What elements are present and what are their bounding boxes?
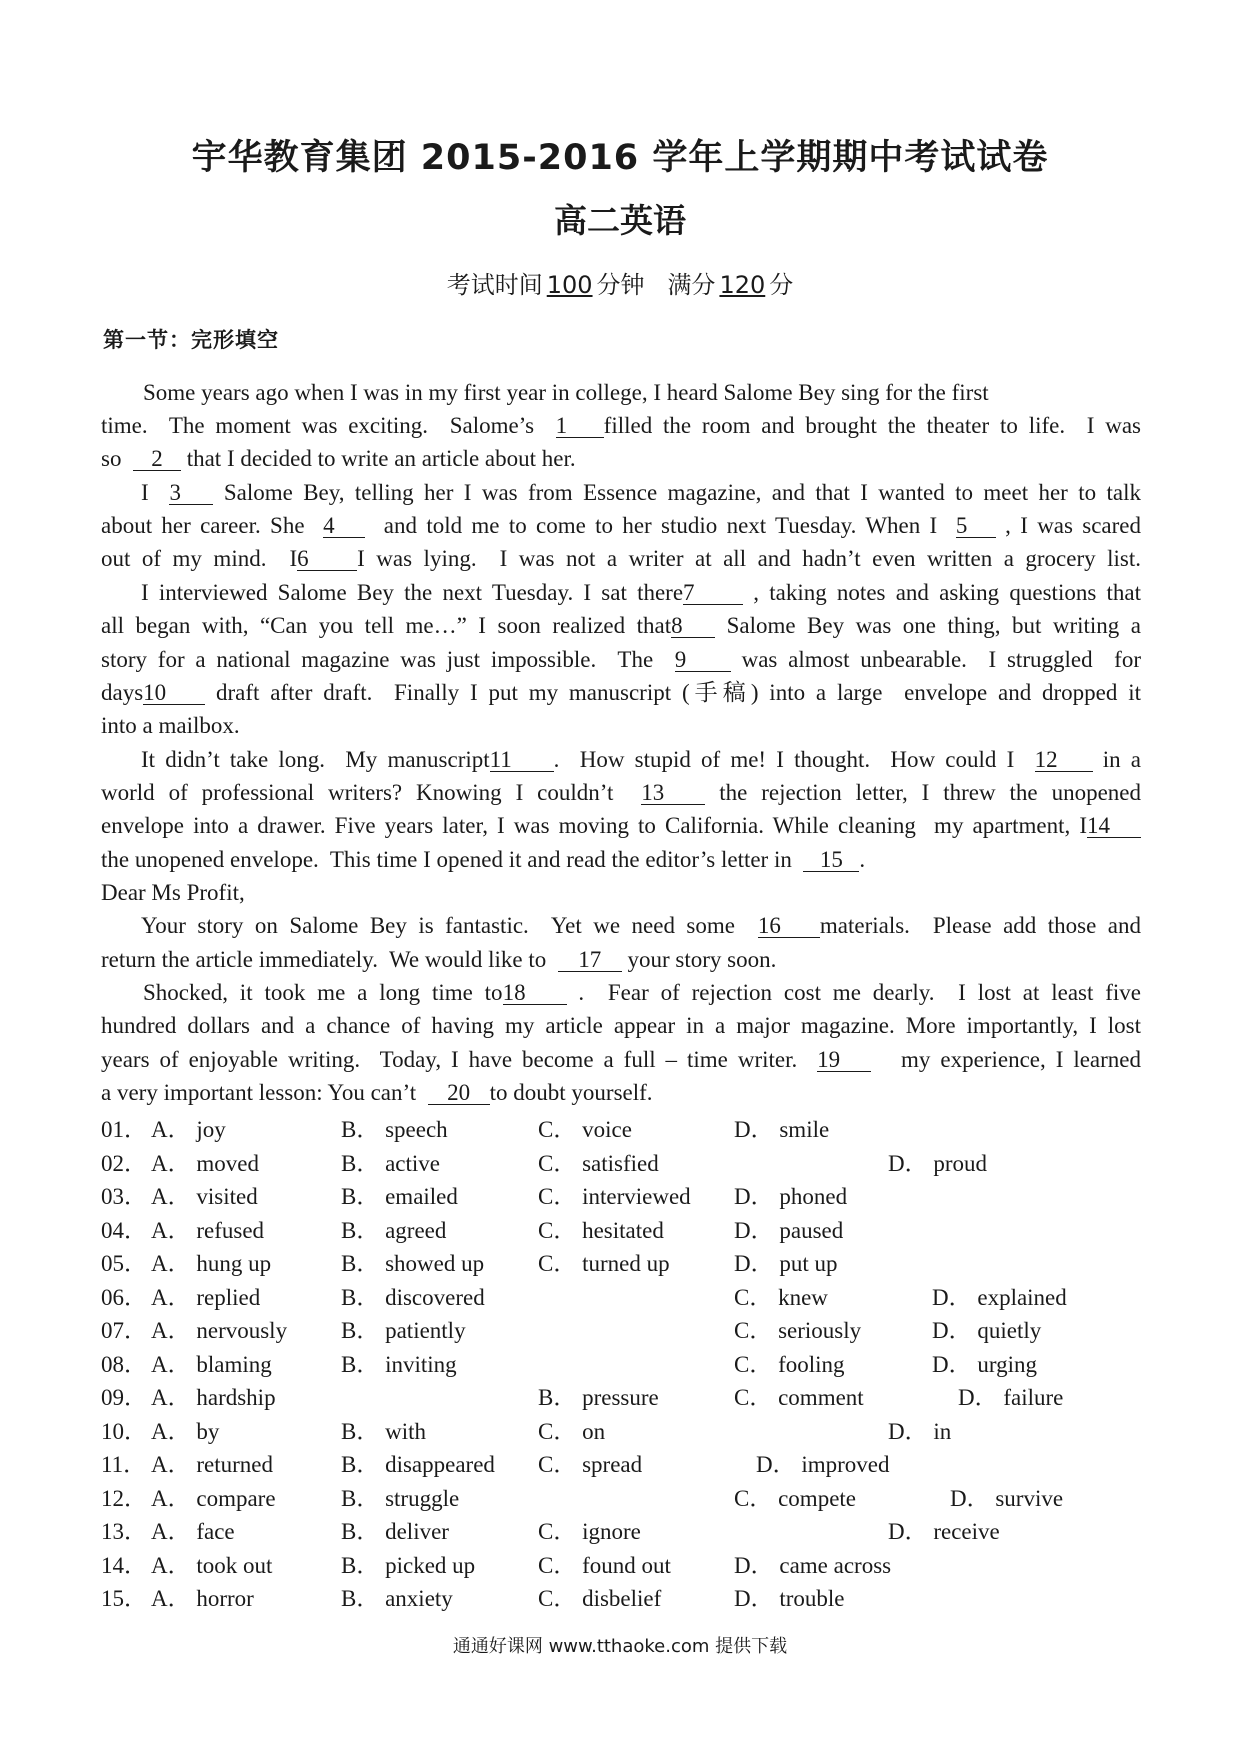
cloze-blank: 12	[1035, 748, 1093, 772]
exam-subject: 高二英语	[554, 201, 686, 240]
option-a: A． hardship	[151, 1385, 276, 1410]
option-b: B． inviting	[341, 1351, 457, 1377]
option-b: B． deliver	[341, 1519, 449, 1544]
passage-text: my experience, I learned	[871, 1047, 1141, 1072]
cloze-blank: 17	[558, 948, 622, 972]
option-a: A． by	[151, 1418, 220, 1444]
passage-line	[101, 1048, 1141, 1072]
option-a: A． refused	[151, 1217, 265, 1243]
passage-text: I	[141, 480, 170, 505]
passage-text: envelope into a drawer. Five years later, I was moving to California. While cleaning my apartment, I	[101, 813, 1087, 838]
passage-text: Your story on Salome Bey is fantastic. Yet we need some	[141, 913, 758, 938]
option-d: D． explained	[932, 1284, 1067, 1310]
option-a: A． joy	[151, 1117, 226, 1142]
question-number: 03．	[101, 1184, 147, 1209]
passage-line	[101, 414, 1141, 438]
time-label: 考试时间	[446, 271, 543, 299]
option-b: B． struggle	[341, 1485, 460, 1511]
passage-text: years of enjoyable writing. Today, I have become a full – time writer.	[101, 1047, 818, 1072]
passage-line	[101, 1081, 1141, 1105]
passage-text: Shocked, it took me a long time to	[143, 980, 503, 1005]
option-b: B． discovered	[341, 1284, 485, 1310]
passage-text: Salome Bey, telling her I was from Essence magazine, and that I wanted to meet her to talk	[213, 480, 1141, 505]
score-label: 满分	[667, 271, 716, 299]
passage-text: the unopened envelope. This time I opened it and read the editor’s letter in	[101, 847, 804, 872]
passage-text: return the article immediately. We would like to	[101, 947, 558, 972]
passage-text: about her career. She	[101, 513, 324, 538]
option-b: B． picked up	[341, 1552, 476, 1578]
question-number: 13．	[101, 1519, 147, 1544]
footer-credit: 通通好课网 www.tthaoke.com 提供下载	[452, 1636, 788, 1657]
passage-line	[101, 781, 1141, 805]
option-d: D． paused	[734, 1217, 844, 1243]
option-d: D． urging	[932, 1351, 1037, 1377]
option-d: D． put up	[734, 1251, 838, 1276]
passage-line	[101, 447, 1141, 471]
passage-text: a very important lesson: You can’t	[101, 1080, 428, 1105]
option-d: D． improved	[756, 1452, 890, 1477]
passage-text: . How stupid of me! I thought. How could I	[553, 747, 1035, 772]
passage-line	[101, 614, 1141, 638]
cloze-blank: 7	[683, 581, 743, 605]
option-c: C． hesitated	[538, 1217, 664, 1243]
exam-info	[0, 265, 1240, 300]
passage-text: time. The moment was exciting. Salome’s	[101, 413, 556, 438]
option-c: C． spread	[538, 1452, 643, 1477]
passage-line	[101, 381, 1141, 404]
passage-line	[101, 981, 1141, 1005]
passage-line	[101, 881, 1141, 904]
passage-line	[101, 714, 1141, 737]
passage-line	[101, 547, 1141, 571]
cloze-blank: 18	[503, 981, 567, 1005]
passage-text: into a mailbox.	[101, 713, 240, 738]
cloze-blank: 20	[428, 1081, 490, 1105]
passage-text: materials. Please add those and	[819, 913, 1141, 938]
passage-text: , taking notes and asking questions that	[743, 580, 1141, 605]
cloze-blank: 13	[641, 781, 705, 805]
question-number: 02．	[101, 1150, 147, 1176]
passage-text: to doubt yourself.	[489, 1080, 653, 1105]
passage-line	[101, 648, 1141, 672]
passage-text: hundred dollars and a chance of having my article appear in a major magazine. More importantly, I lost	[101, 1013, 1141, 1038]
option-a: A． blaming	[151, 1351, 272, 1377]
passage-text: story for a national magazine was just impossible. The	[101, 647, 675, 672]
passage-text: I interviewed Salome Bey the next Tuesday. I sat there	[141, 580, 684, 605]
question-number: 01．	[101, 1117, 147, 1142]
passage-text: Salome Bey was one thing, but writing a	[715, 613, 1141, 638]
passage-line	[101, 481, 1141, 505]
option-a: A． visited	[151, 1184, 258, 1209]
option-b: B． emailed	[341, 1184, 458, 1209]
option-d: D． survive	[950, 1485, 1064, 1511]
passage-text: out of my mind. I	[101, 546, 298, 571]
cloze-blank: 5	[956, 514, 996, 538]
option-b: B． patiently	[341, 1318, 466, 1343]
option-b: B． agreed	[341, 1217, 447, 1243]
passage-line	[101, 814, 1141, 838]
option-c: C． comment	[734, 1385, 864, 1410]
option-c: C． found out	[538, 1552, 671, 1578]
option-a: A． replied	[151, 1284, 261, 1310]
option-d: D． receive	[888, 1519, 1000, 1544]
question-number: 11．	[101, 1452, 147, 1477]
passage-text: was almost unbearable. I struggled for	[730, 647, 1141, 672]
option-a: A． nervously	[151, 1318, 288, 1343]
time-value: 100	[546, 271, 593, 299]
question-number: 14．	[101, 1552, 147, 1578]
option-d: D． came across	[734, 1552, 892, 1578]
passage-text: and told me to come to her studio next Tuesday. When I	[365, 513, 956, 538]
passage-text: in a	[1092, 747, 1141, 772]
option-a: A． face	[151, 1519, 235, 1544]
passage-line	[101, 581, 1141, 605]
cloze-blank: 16	[758, 914, 820, 938]
option-b: B． showed up	[341, 1251, 485, 1276]
question-number: 08．	[101, 1351, 147, 1377]
option-a: A． compare	[151, 1485, 276, 1511]
option-c: C． turned up	[538, 1251, 670, 1276]
option-a: A． took out	[151, 1552, 273, 1578]
cloze-blank: 9	[675, 648, 731, 672]
option-d: D． phoned	[734, 1184, 848, 1209]
passage-line	[101, 914, 1141, 938]
passage-text: It didn’t take long. My manuscript	[141, 747, 490, 772]
score-unit: 分	[769, 271, 794, 299]
question-number: 04．	[101, 1217, 147, 1243]
question-number: 06．	[101, 1284, 147, 1310]
passage-text: world of professional writers? Knowing I couldn’t	[101, 780, 642, 805]
question-number: 05．	[101, 1251, 147, 1276]
passage-line	[101, 681, 1141, 705]
passage-text: draft after draft. Finally I put my manuscript (手稿) into a large envelope and dropped it	[205, 680, 1141, 705]
option-c: C． seriously	[734, 1318, 862, 1343]
passage-text: Dear Ms Profit,	[101, 880, 245, 905]
option-a: A． hung up	[151, 1251, 272, 1276]
option-d: D． quietly	[932, 1318, 1042, 1343]
question-number: 09．	[101, 1385, 147, 1410]
passage-text: . Fear of rejection cost me dearly. I lost at least five	[566, 980, 1141, 1005]
passage-text: so	[101, 446, 133, 471]
question-number: 07．	[101, 1318, 147, 1343]
passage-text: I was lying. I was not a writer at all and hadn’t even written a grocery list.	[357, 546, 1141, 571]
option-b: B． anxiety	[341, 1586, 453, 1611]
cloze-blank: 19	[817, 1048, 871, 1072]
option-b: B． speech	[341, 1117, 448, 1142]
option-b: B． pressure	[538, 1385, 659, 1410]
passage-line	[101, 1014, 1141, 1037]
cloze-blank: 8	[671, 614, 715, 638]
cloze-blank: 2	[133, 447, 181, 471]
option-b: B． with	[341, 1418, 426, 1444]
option-d: D． trouble	[734, 1586, 845, 1611]
option-c: C． knew	[734, 1284, 828, 1310]
cloze-blank: 6	[297, 547, 357, 571]
cloze-blank: 10	[143, 681, 205, 705]
passage-line	[101, 748, 1141, 772]
option-c: C． satisfied	[538, 1150, 659, 1176]
cloze-blank: 1	[556, 414, 604, 438]
passage-text: .	[859, 847, 866, 872]
cloze-blank: 3	[169, 481, 213, 505]
option-d: D． failure	[958, 1385, 1064, 1410]
score-value: 120	[719, 271, 766, 299]
passage-text: Some years ago when I was in my first year in college, I heard Salome Bey sing for the first	[143, 380, 989, 405]
option-c: C． on	[538, 1418, 606, 1444]
exam-title: 宇华教育集团 2015-2016 学年上学期期中考试试卷	[191, 138, 1049, 178]
passage-text: all began with, “Can you tell me…” I soon realized that	[101, 613, 672, 638]
passage-text: that I decided to write an article about her.	[180, 446, 576, 471]
option-d: D． proud	[888, 1150, 988, 1176]
passage-text: , I was scared	[995, 513, 1142, 538]
passage-text: days	[101, 680, 144, 705]
cloze-blank: 15	[803, 848, 859, 872]
option-b: B． active	[341, 1150, 440, 1176]
option-c: C． compete	[734, 1485, 856, 1511]
passage-line	[101, 514, 1141, 538]
option-a: A． horror	[151, 1586, 254, 1611]
option-d: D． in	[888, 1418, 952, 1444]
option-c: C． voice	[538, 1117, 632, 1142]
question-number: 15．	[101, 1586, 147, 1611]
option-c: C． interviewed	[538, 1184, 691, 1209]
option-d: D． smile	[734, 1117, 830, 1142]
passage-text: filled the room and brought the theater to life. I was	[603, 413, 1141, 438]
cloze-blank: 14	[1087, 814, 1141, 838]
passage-line	[101, 948, 1141, 972]
time-unit: 分钟	[596, 271, 645, 299]
question-number: 10．	[101, 1418, 147, 1444]
option-b: B． disappeared	[341, 1452, 495, 1477]
cloze-blank: 4	[323, 514, 365, 538]
passage-text: your story soon.	[621, 947, 777, 972]
option-a: A． returned	[151, 1452, 273, 1477]
option-c: C． disbelief	[538, 1586, 662, 1611]
cloze-blank: 11	[490, 748, 554, 772]
section-title: 第一节：完形填空	[103, 328, 279, 352]
passage-line	[101, 848, 1141, 872]
question-number: 12．	[101, 1485, 147, 1511]
passage-text: the rejection letter, I threw the unopened	[705, 780, 1141, 805]
option-a: A． moved	[151, 1150, 259, 1176]
option-c: C． ignore	[538, 1519, 641, 1544]
option-c: C． fooling	[734, 1351, 845, 1377]
